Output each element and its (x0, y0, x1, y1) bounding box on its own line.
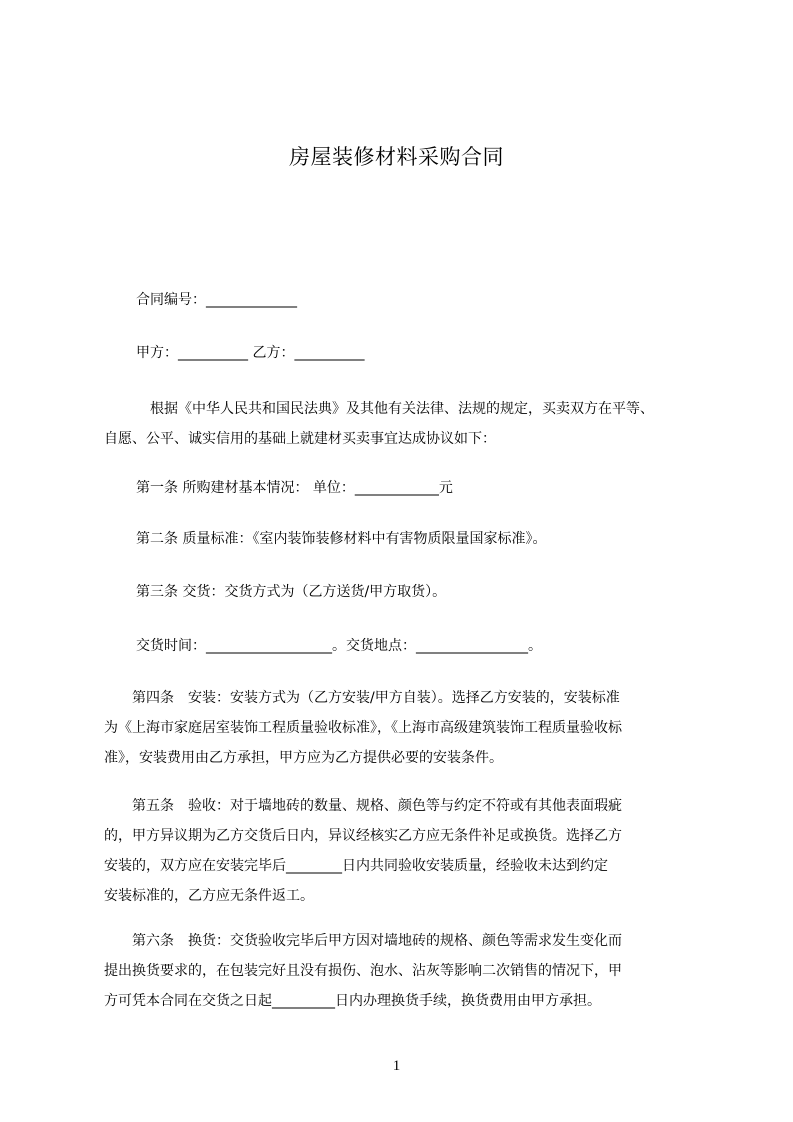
article-6-line-2: 提出换货要求的，在包装完好且没有损伤、泡水、沾灰等影响二次销售的情况下，甲 (104, 963, 622, 979)
article-4-line-3: 准》，安装费用由乙方承担，甲方应为乙方提供必要的安装条件。 (104, 750, 503, 766)
article-6-paragraph (104, 926, 704, 1016)
article-5-line-4: 安装标准的，乙方应无条件返工。 (104, 888, 314, 904)
preamble-line-1: 根据《中华人民共和国民法典》及其他有关法律、法规的规定，买卖双方在平等、 (136, 401, 654, 417)
article-3: 第三条 交货：交货方式为（乙方送货/甲方取货）。 (136, 584, 447, 600)
article-4-line-1: 第四条 安装：安装方式为（乙方安装/甲方自装）。选择乙方安装的，安装标准 (104, 690, 620, 706)
article-6-line-3: 方可凭本合同在交货之日起_________日内办理换货手续，换货费用由甲方承担。 (104, 993, 601, 1009)
article-5-line-3: 安装的，双方应在安装完毕后________日内共同验收安装质量，经验收未达到约定 (104, 858, 608, 874)
article-6-line-1: 第六条 换货：交货验收完毕后甲方因对墙地砖的规格、颜色等需求发生变化而 (104, 933, 622, 949)
preamble-paragraph (104, 394, 704, 454)
contract-number-line: 合同编号：_____________ (136, 292, 297, 308)
article-5-line-1: 第五条 验收：对于墙地砖的数量、规格、颜色等与约定不符或有其他表面瑕疵 (104, 798, 622, 814)
article-1: 第一条 所购建材基本情况： 单位：____________元 (136, 480, 453, 496)
article-2: 第二条 质量标准：《室内装饰装修材料中有害物质限量国家标准》。 (136, 531, 547, 547)
document-title: 房屋装修材料采购合同 (289, 145, 504, 169)
delivery-line: 交货时间：__________________。交货地点：________________。 (136, 638, 542, 654)
preamble-line-2: 自愿、公平、诚实信用的基础上就建材买卖事宜达成协议如下： (104, 431, 496, 447)
article-4-line-2: 为《上海市家庭居室装饰工程质量验收标准》，《上海市高级建筑装饰工程质量验收标 (104, 720, 622, 736)
article-4-paragraph (104, 683, 704, 773)
article-5-paragraph (104, 791, 704, 911)
parties-line: 甲方：__________ 乙方：__________ (136, 345, 365, 361)
page-number: 1 (392, 1058, 401, 1074)
article-5-line-2: 的，甲方异议期为乙方交货后日内，异议经核实乙方应无条件补足或换货。选择乙方 (104, 828, 622, 844)
